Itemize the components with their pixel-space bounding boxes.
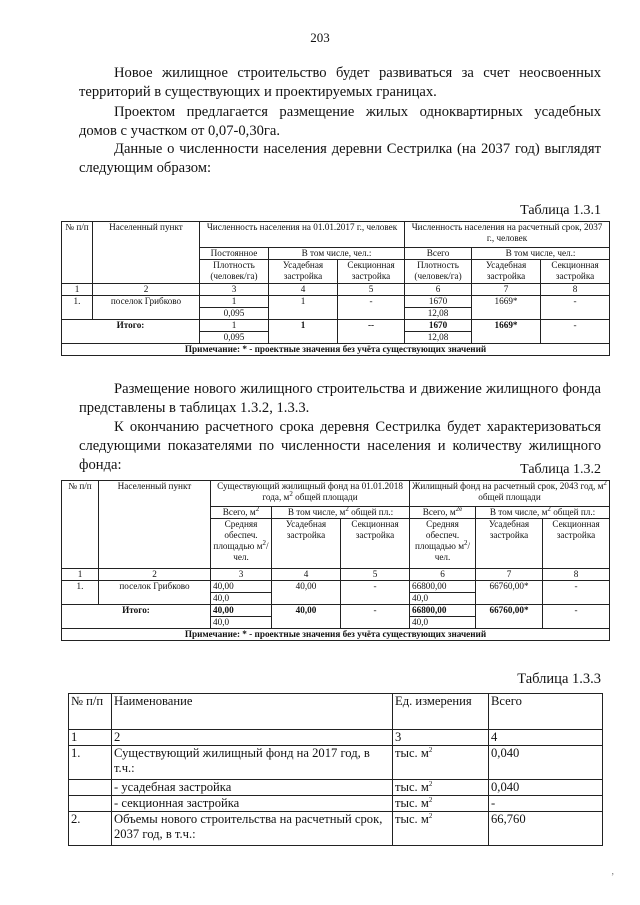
col-header-unit: Ед. измерения (393, 694, 489, 730)
text-span: тыс. м (395, 746, 429, 760)
table-cell: 8 (541, 284, 610, 296)
table-cell: 40,0 (211, 593, 272, 605)
col-header-section-2: Секционная застройка (543, 519, 610, 569)
text-span: тыс. м (395, 812, 429, 826)
table-cell: - усадебная застройка (112, 780, 393, 796)
table-row (69, 780, 603, 796)
table-cell: поселок Грибково (93, 296, 200, 320)
paragraph-project-proposal (79, 103, 601, 141)
col-header-total (211, 507, 272, 519)
table-cell: 2 (93, 284, 200, 296)
column-number-row (62, 284, 610, 296)
table-cell: 66800,00 (410, 581, 476, 593)
table-cell: 3 (200, 284, 269, 296)
table-cell: поселок Грибково (99, 581, 211, 605)
table-cell: 40,0 (410, 593, 476, 605)
table1-note: Примечание: * - проектные значения без учёта существующих значений (62, 344, 610, 356)
table-cell: 1. (62, 581, 99, 605)
table-cell: Итого: (62, 320, 200, 344)
table-cell: 1670 (405, 320, 472, 332)
table-cell: 1670 (405, 296, 472, 308)
table-row (62, 344, 610, 356)
col-header-existing-stock (211, 481, 410, 507)
text-span: В том числе, м (489, 507, 548, 517)
table-cell: - (489, 796, 603, 812)
text-span: Существующий жилищный фонд на 01.01.2018 года, м (217, 481, 403, 502)
text-span: общей пл.: (348, 507, 394, 517)
superscript: 2 (547, 506, 551, 513)
table-cell: 8 (543, 569, 610, 581)
col-header-homestead: Усадебная застройка (272, 519, 341, 569)
superscript: 2 (603, 480, 607, 487)
table-row (62, 581, 610, 593)
col-header-including-2 (476, 507, 610, 519)
text-span: Средняя обеспеч. площадью м (414, 519, 465, 551)
table-cell: 3 (393, 730, 489, 746)
table-cell: 40,00 (211, 581, 272, 593)
table-cell: 1669* (472, 320, 541, 344)
table-cell: 7 (472, 284, 541, 296)
table-cell: 1 (69, 730, 112, 746)
housing-stock-table (61, 480, 610, 641)
col-header-permanent: Постоянное (200, 248, 269, 260)
col-header-section: Секционная застройка (341, 519, 410, 569)
text-span: Размещение нового жилищного строительства и движение жилищного фонда представлены в таблицах 1.3.2, 1.3.3. (79, 381, 601, 416)
table-cell (393, 746, 489, 780)
table-cell: 2 (112, 730, 393, 746)
text-span: Средняя обеспеч. площадью м (213, 519, 263, 551)
col-header-place: Населенный пункт (93, 222, 200, 284)
population-table (61, 221, 610, 356)
col-header-average-2 (410, 519, 476, 569)
table-cell (393, 812, 489, 846)
table-cell: 1669* (472, 296, 541, 320)
col-header-density: Плотность (человек/га) (200, 260, 269, 284)
table-cell: 2 (99, 569, 211, 581)
table-cell: 6 (405, 284, 472, 296)
table-cell: 66800,00 (410, 605, 476, 617)
superscript: 2 (428, 779, 433, 788)
table-cell: 40,0 (410, 617, 476, 629)
table-cell: 40,00 (211, 605, 272, 617)
total-row (62, 320, 610, 332)
table1-caption: Таблица 1.3.1 (520, 203, 601, 218)
table-cell: 40,0 (211, 617, 272, 629)
table-cell: 1 (269, 320, 338, 344)
table-row (62, 629, 610, 641)
text-span: общей площади (292, 492, 358, 502)
table-cell: 66760,00* (476, 605, 543, 629)
col-header-total: Всего (489, 694, 603, 730)
table-cell: 0,040 (489, 780, 603, 796)
table-row (69, 694, 603, 730)
table-cell (69, 780, 112, 796)
col-header-section-2: Секционная застройка (541, 260, 610, 284)
housing-indicators-table (68, 693, 603, 846)
superscript: 2 (255, 506, 260, 513)
text-span: Проектом предлагается размещение жилых одноквартирных усадебных домов с участком от 0,07-0,30га. (79, 104, 601, 139)
text-span: Жилищный фонд на расчетный срок, 2043 год, м (412, 481, 604, 491)
table-cell: 2. (69, 812, 112, 846)
table-cell: 4 (272, 569, 341, 581)
text-span: К окончанию расчетного срока деревня Сестрилка будет характеризоваться следующими показателями по численности населения и количеству жилищного фонда: (79, 419, 601, 473)
superscript: 2 (289, 489, 293, 498)
table-row (62, 222, 610, 248)
column-number-row (69, 730, 603, 746)
table-cell: 5 (338, 284, 405, 296)
table-row (69, 746, 603, 780)
table-cell: 40,00 (272, 605, 341, 629)
col-header-place: Населенный пункт (99, 481, 211, 569)
table2-note: Примечание: * - проектные значения без учёта существующих значений (62, 629, 610, 641)
table-cell: - (338, 296, 405, 320)
paragraph-placement (79, 380, 601, 418)
table-cell: 1 (62, 284, 93, 296)
text-span: общей пл.: (550, 507, 596, 517)
paragraph-population-intro (79, 140, 601, 178)
table-cell: 1 (200, 320, 269, 332)
col-header-average (211, 519, 272, 569)
table-cell: - (541, 320, 610, 344)
table-cell (69, 796, 112, 812)
col-header-calculated-stock (410, 481, 610, 507)
text-span: /чел. (434, 541, 471, 562)
text-span: Всего, м (422, 507, 456, 517)
table-row (69, 812, 603, 846)
col-header-section: Секционная застройка (338, 260, 405, 284)
corner-mark: , (611, 866, 614, 877)
table-cell (393, 796, 489, 812)
text-span: Новое жилищное строительство будет развиваться за счет неосвоенных территорий в существующих и проектируемых границах. (79, 65, 601, 100)
table-cell: 12,08 (405, 332, 472, 344)
col-header-total-2 (410, 507, 476, 519)
superscript: 2 (428, 745, 433, 754)
text-span: Всего, м (222, 507, 256, 517)
text-span: тыс. м (395, 780, 429, 794)
col-header-homestead-2: Усадебная застройка (476, 519, 543, 569)
superscript: 2е (455, 506, 463, 513)
superscript: 2 (262, 538, 267, 547)
table-cell: Объемы нового строительства на расчетный срок, 2037 год, в т.ч.: (112, 812, 393, 846)
table-cell: Существующий жилищный фонд на 2017 год, в т.ч.: (112, 746, 393, 780)
table-cell: 40,00 (272, 581, 341, 605)
col-header-number: № п/п (69, 694, 112, 730)
table-cell: 3 (211, 569, 272, 581)
col-header-pop-2017: Численность населения на 01.01.2017 г., человек (200, 222, 405, 248)
col-header-including-2: В том числе, чел.: (472, 248, 610, 260)
table-cell: 0,095 (200, 308, 269, 320)
text-span: общей площади (478, 492, 541, 502)
text-span: В том числе, м (287, 507, 346, 517)
table-cell: 1 (269, 296, 338, 320)
col-header-homestead: Усадебная застройка (269, 260, 338, 284)
text-span: тыс. м (395, 796, 429, 810)
paragraph-new-construction (79, 64, 601, 102)
table-row (62, 296, 610, 308)
col-header-pop-2037: Численность населения на расчетный срок, 2037 г., человек (405, 222, 610, 248)
table-cell: 1 (200, 296, 269, 308)
superscript: 2 (345, 506, 349, 513)
table-cell: 0,095 (200, 332, 269, 344)
table-row (69, 796, 603, 812)
table-cell: 5 (341, 569, 410, 581)
table-cell: - (341, 581, 410, 605)
col-header-density-2: Плотность (человек/га) (405, 260, 472, 284)
page-number: 203 (310, 30, 330, 45)
text-span: /чел. (233, 541, 269, 562)
table-cell: 1. (69, 746, 112, 780)
table-cell: - (341, 605, 410, 629)
superscript: 2 (428, 795, 433, 804)
table-cell (393, 780, 489, 796)
table-cell: 66,760 (489, 812, 603, 846)
superscript: 2 (464, 538, 468, 547)
col-header-homestead-2: Усадебная застройка (472, 260, 541, 284)
table-cell: 12,08 (405, 308, 472, 320)
col-header-number: № п/п (62, 481, 99, 569)
column-number-row (62, 569, 610, 581)
table-cell: -- (338, 320, 405, 344)
table-cell: 66760,00* (476, 581, 543, 605)
table-cell: 7 (476, 569, 543, 581)
table-cell: 1 (62, 569, 99, 581)
table-cell: 6 (410, 569, 476, 581)
col-header-including: В том числе, чел.: (269, 248, 405, 260)
table-row (62, 481, 610, 507)
col-header-including (272, 507, 410, 519)
col-header-name: Наименование (112, 694, 393, 730)
total-row (62, 605, 610, 617)
table-cell: - (541, 296, 610, 320)
table-cell: - (543, 581, 610, 605)
table-cell: - (543, 605, 610, 629)
table2-caption: Таблица 1.3.2 (520, 462, 601, 477)
table-cell: 0,040 (489, 746, 603, 780)
table-cell: - секционная застройка (112, 796, 393, 812)
table-cell: Итого: (62, 605, 211, 629)
table-cell: 4 (269, 284, 338, 296)
col-header-number: № п/п (62, 222, 93, 284)
text-span: Данные о численности населения деревни Сестрилка (на 2037 год) выглядят следующим образом: (79, 141, 601, 176)
superscript: 2 (428, 811, 433, 820)
table-cell: 1. (62, 296, 93, 320)
col-header-total: Всего (405, 248, 472, 260)
table-cell: 4 (489, 730, 603, 746)
table3-caption: Таблица 1.3.3 (517, 671, 601, 687)
